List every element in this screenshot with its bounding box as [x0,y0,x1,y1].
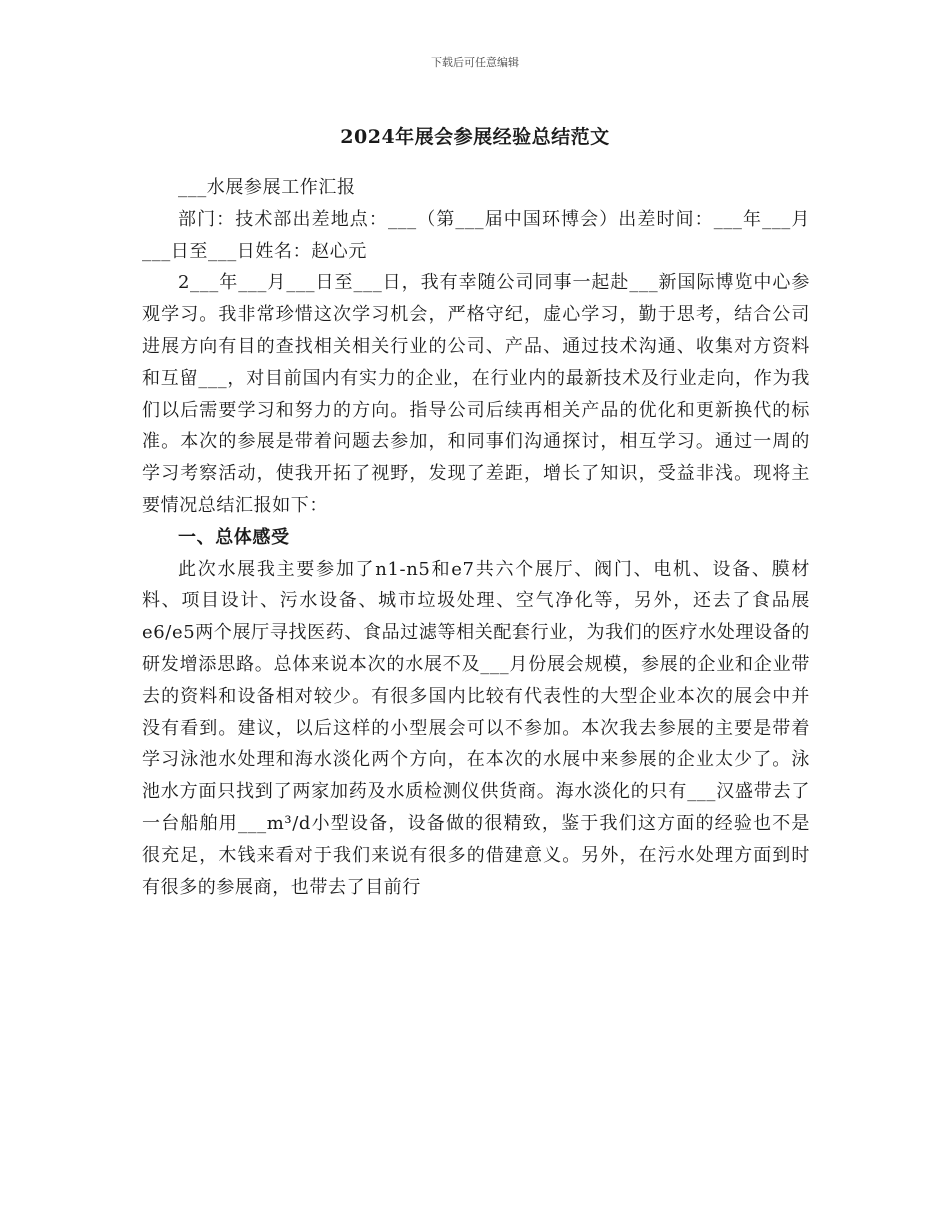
intro-paragraph: 2___年___月___日至___日，我有幸随公司同事一起赴___新国际博览中心参观学习。我非常珍惜这次学习机会，严格守纪，虚心学习，勤于思考，结合公司进展方向有目的查找相关相关行业的公司、产品、通过技术沟通、收集对方资料和互留___，对目前国内有实力的企业，在行业内的最新技术及行业走向，作为我们以后需要学习和努力的方向。指导公司后续再相关产品的优化和更新换代的标准。本次的参展是带着问题去参加，和同事们沟通探讨，相互学习。通过一周的学习考察活动，使我开拓了视野，发现了差距，增长了知识，受益非浅。现将主要情况总结汇报如下： [142,272,810,516]
page-header-note: 下载后可任意编辑 [431,56,519,69]
report-subtitle: ___水展参展工作汇报 [178,177,356,198]
section-heading-overall: 一、总体感受 [178,526,290,548]
overall-paragraph: 此次水展我主要参加了n1-n5和e7共六个展厅、阀门、电机、设备、膜材料、项目设计、污水设备、城市垃圾处理、空气净化等，另外，还去了食品展e6/e5两个展厅寻找医药、食品过滤等相关配套行业，为我们的医疗水处理设备的研发增添思路。总体来说本次的水展不及___月份展会规模，参展的企业和企业带去的资料和设备相对较少。有很多国内比较有代表性的大型企业本次的展会中并没有看到。建议，以后这样的小型展会可以不参加。本次我去参展的主要是带着学习泳池水处理和海水淡化两个方向，在本次的水展中来参展的企业太少了。泳池水方面只找到了两家加药及水质检测仪供货商。海水淡化的只有___汉盛带去了一台船舶用___m³/d小型设备，设备做的很精致，鉴于我们这方面的经验也不是很充足，木钱来看对于我们来说有很多的借建意义。另外，在污水处理方面到时有很多的参展商，也带去了目前行 [142,558,810,898]
trip-info-paragraph: 部门：技术部出差地点：___（第___届中国环博会）出差时间：___年___月___日至___日姓名：赵心元 [142,208,810,262]
document-body [142,172,810,903]
document-title: 2024年展会参展经验总结范文 [340,126,610,148]
